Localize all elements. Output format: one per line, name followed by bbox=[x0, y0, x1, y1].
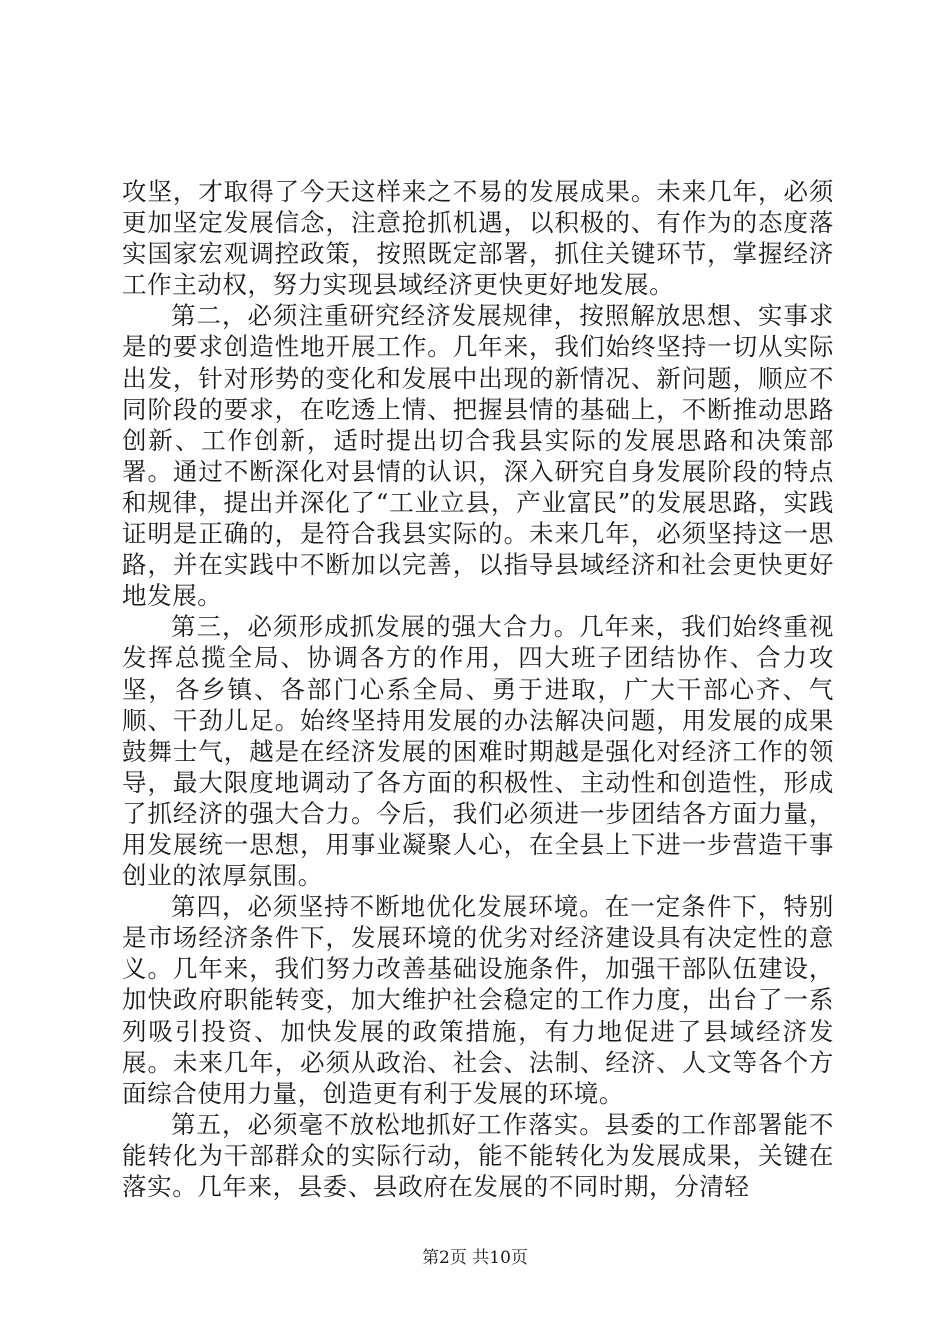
page-number-footer: 第2页 共10页 bbox=[422, 1248, 528, 1268]
document-body bbox=[122, 176, 834, 1202]
paragraph-4: 第四，必须坚持不断地优化发展环境。在一定条件下，特别是市场经济条件下，发展环境的优劣对经济建设具有决定性的意义。几年来，我们努力改善基础设施条件，加强干部队伍建设，加快政府职能转变，加大维护社会稳定的工作力度，出台了一系列吸引投资、加快发展的政策措施，有力地促进了县域经济发展。未来几年，必须从政治、社会、法制、经济、人文等各个方面综合使用力量，创造更有利于发展的环境。 bbox=[122, 892, 834, 1108]
paragraph-1: 攻坚，才取得了今天这样来之不易的发展成果。未来几年，必须更加坚定发展信念，注意抢抓机遇，以积极的、有作为的态度落实国家宏观调控政策，按照既定部署，抓住关键环节，掌握经济工作主动权，努力实现县域经济更快更好地发展。 bbox=[122, 177, 834, 300]
paragraph-5: 第五，必须毫不放松地抓好工作落实。县委的工作部署能不能转化为干部群众的实际行动，能不能转化为发展成果，关键在落实。几年来，县委、县政府在发展的不同时期，分清轻 bbox=[122, 1109, 834, 1201]
paragraph-2: 第二，必须注重研究经济发展规律，按照解放思想、实事求是的要求创造性地开展工作。几年来，我们始终坚持一切从实际出发，针对形势的变化和发展中出现的新情况、新问题，顺应不同阶段的要求，在吃透上情、把握县情的基础上，不断推动思路创新、工作创新，适时提出切合我县实际的发展思路和决策部署。通过不断深化对县情的认识，深入研究自身发展阶段的特点和规律，提出并深化了“工业立县，产业富民”的发展思路，实践证明是正确的，是符合我县实际的。未来几年，必须坚持这一思路，并在实践中不断加以完善，以指导县域经济和社会更快更好地发展。 bbox=[122, 301, 834, 611]
paragraph-3: 第三，必须形成抓发展的强大合力。几年来，我们始终重视发挥总揽全局、协调各方的作用，四大班子团结协作、合力攻坚，各乡镇、各部门心系全局、勇于进取，广大干部心齐、气顺、干劲儿足。始终坚持用发展的办法解决问题，用发展的成果鼓舞士气，越是在经济发展的困难时期越是强化对经济工作的领导，最大限度地调动了各方面的积极性、主动性和创造性，形成了抓经济的强大合力。今后，我们必须进一步团结各方面力量，用发展统一思想，用事业凝聚人心，在全县上下进一步营造干事创业的浓厚氛围。 bbox=[122, 612, 834, 891]
